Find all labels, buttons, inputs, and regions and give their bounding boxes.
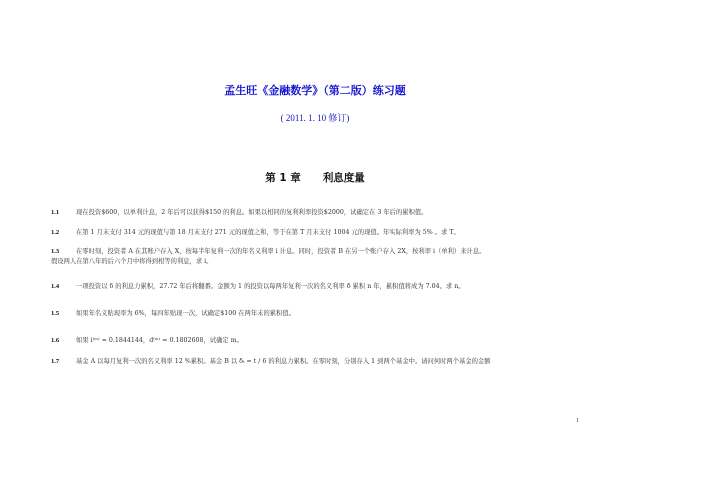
problem-number: 1.7 (51, 358, 60, 365)
problem-number: 1.5 (51, 310, 60, 317)
problem-number: 1.4 (51, 283, 60, 290)
chapter-name: 利息度量 (322, 172, 365, 184)
problem-item (51, 309, 611, 319)
problem-text: 如果年名义贴现率为 6%，每四年贴现一次，试确定$100 在两年末的累积值。 (76, 310, 295, 317)
problem-item (51, 208, 611, 218)
problem-text: 如果 i⁽ᵐ⁾ = 0.1844144，d⁽ᵐ⁾ = 0.1802608，试确定 m。 (76, 337, 243, 344)
problem-text: 基金 A 以每月复利一次的名义利率 12 %累积。基金 B 以 δₜ = t / 6 的利息力累积。在零时刻，分别存入 1 到两个基金中。请问何时两个基金的金额 (76, 358, 491, 365)
problem-text-line-2: 假设两人在第八年的后六个月中将得到相等的利息，求 i。 (51, 258, 213, 265)
problem-text: 现在投资$600，以单利计息，2 年后可以获得$150 的利息。如果以相同的复利利率投资$2000，试确定在 3 年后的累积值。 (76, 209, 428, 216)
problem-number: 1.2 (51, 229, 60, 236)
chapter-heading (0, 170, 630, 185)
problem-number: 1.6 (51, 337, 60, 344)
problem-text: 在第 1 月末支付 314 元的现值与第 18 月末支付 271 元的现值之和，等于在第 T 月末支付 1004 元的现值。年实际利率为 5% 。求 T。 (76, 229, 460, 236)
revision-date: ( 2011. 1. 10 修订) (280, 113, 350, 123)
problem-text-line-1: 在零时刻，投资者 A 在其账户存入 X，按每半年复利一次的年名义利率 i 计息。同时，投资者 B 在另一个账户存入 2X，按利率 i（单利）来计息。 (76, 248, 486, 255)
page-number: 1 (576, 418, 579, 424)
problem-number: 1.3 (51, 248, 60, 255)
problem-item (51, 247, 611, 267)
problem-number: 1.1 (51, 209, 60, 216)
problem-text: 一项投资以 δ 的利息力累积，27.72 年后将翻番。金额为 1 的投资以每两年复利一次的名义利率 δ 累积 n 年，累积值将成为 7.04。求 n。 (76, 283, 465, 290)
problem-item (51, 357, 611, 367)
problem-item (51, 228, 611, 238)
problem-item (51, 336, 611, 346)
document-title: 孟生旺《金融数学》（第二版）练习题 (224, 84, 406, 97)
chapter-number: 第 1 章 (265, 172, 301, 184)
problem-item (51, 282, 611, 292)
